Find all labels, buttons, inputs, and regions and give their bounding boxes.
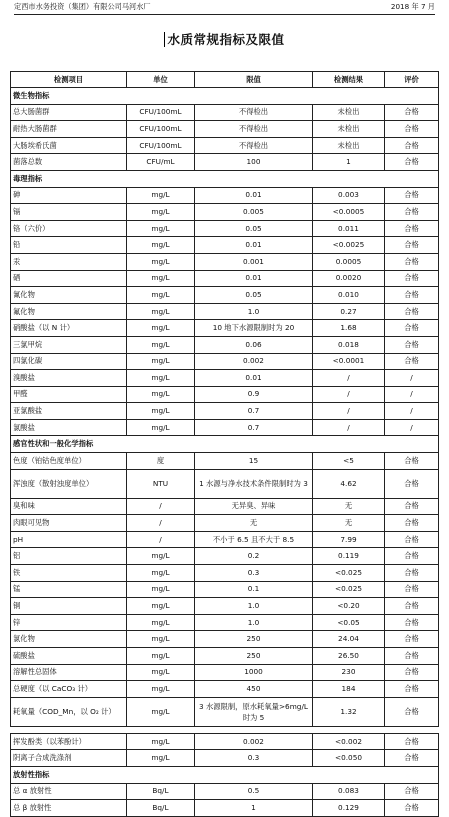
limit-cell: 0.01 [195, 370, 313, 387]
table-row [11, 137, 439, 154]
evaluation-cell: 合格 [385, 137, 439, 154]
limit-cell: 1 [195, 800, 313, 817]
unit-cell: mg/L [127, 370, 195, 387]
unit-cell: mg/L [127, 220, 195, 237]
limit-cell: 无 [195, 515, 313, 532]
result-cell: 0.018 [313, 336, 385, 353]
result-cell: 0.27 [313, 303, 385, 320]
table-row [11, 631, 439, 648]
evaluation-cell: 合格 [385, 187, 439, 204]
evaluation-cell: 合格 [385, 220, 439, 237]
evaluation-cell: 合格 [385, 270, 439, 287]
item-cell: 溴酸盐 [11, 370, 127, 387]
table-row [11, 287, 439, 304]
section-row [11, 88, 439, 105]
unit-cell: mg/L [127, 270, 195, 287]
result-cell: / [313, 370, 385, 387]
table-row [11, 469, 439, 498]
limit-cell: 无异臭、异味 [195, 498, 313, 515]
result-cell: 26.50 [313, 648, 385, 665]
evaluation-cell: 合格 [385, 733, 439, 750]
table-row [11, 614, 439, 631]
result-cell: 1.68 [313, 320, 385, 337]
limit-cell: 0.05 [195, 287, 313, 304]
unit-cell: mg/L [127, 750, 195, 767]
limit-cell: 0.002 [195, 353, 313, 370]
column-header: 限值 [195, 72, 313, 88]
limit-cell: 0.06 [195, 336, 313, 353]
item-cell: 四氯化碳 [11, 353, 127, 370]
item-cell: pH [11, 531, 127, 548]
item-cell: 镉 [11, 204, 127, 221]
table-row [11, 220, 439, 237]
result-cell: 0.129 [313, 800, 385, 817]
limit-cell: 0.7 [195, 419, 313, 436]
section-title: 放射性指标 [11, 766, 439, 783]
table-row [11, 681, 439, 698]
unit-cell: mg/L [127, 614, 195, 631]
item-cell: 总大肠菌群 [11, 104, 127, 121]
evaluation-cell: 合格 [385, 320, 439, 337]
column-header: 检测结果 [313, 72, 385, 88]
result-cell: 0.119 [313, 548, 385, 565]
result-cell: / [313, 419, 385, 436]
item-cell: 色度（铂钴色度单位） [11, 453, 127, 470]
item-cell: 氰化物 [11, 287, 127, 304]
table-row [11, 237, 439, 254]
evaluation-cell: / [385, 403, 439, 420]
item-cell: 臭和味 [11, 498, 127, 515]
unit-cell: mg/L [127, 253, 195, 270]
limit-cell: 250 [195, 648, 313, 665]
table-row [11, 386, 439, 403]
result-cell: 0.003 [313, 187, 385, 204]
result-cell: <0.0025 [313, 237, 385, 254]
table-row [11, 453, 439, 470]
result-cell: 0.010 [313, 287, 385, 304]
table-row [11, 121, 439, 138]
item-cell: 总 β 放射性 [11, 800, 127, 817]
unit-cell: mg/L [127, 548, 195, 565]
table-row [11, 515, 439, 532]
item-cell: 总 α 放射性 [11, 783, 127, 800]
table-row [11, 498, 439, 515]
evaluation-cell: 合格 [385, 237, 439, 254]
evaluation-cell: 合格 [385, 614, 439, 631]
limit-cell: 0.9 [195, 386, 313, 403]
table-row [11, 565, 439, 582]
result-cell: 24.04 [313, 631, 385, 648]
item-cell: 砷 [11, 187, 127, 204]
item-cell: 总硬度（以 CaCO₃ 计） [11, 681, 127, 698]
evaluation-cell: 合格 [385, 303, 439, 320]
unit-cell: CFU/mL [127, 154, 195, 171]
evaluation-cell: / [385, 419, 439, 436]
limit-cell: 不得检出 [195, 121, 313, 138]
unit-cell: mg/L [127, 664, 195, 681]
limit-cell: 0.01 [195, 187, 313, 204]
section-title: 微生物指标 [11, 88, 439, 105]
table-row [11, 548, 439, 565]
spacer-cell [11, 726, 439, 733]
item-cell: 肉眼可见物 [11, 515, 127, 532]
table-row [11, 733, 439, 750]
limit-cell: 1000 [195, 664, 313, 681]
unit-cell: mg/L [127, 733, 195, 750]
evaluation-cell: 合格 [385, 353, 439, 370]
unit-cell: mg/L [127, 419, 195, 436]
section-title: 毒理指标 [11, 170, 439, 187]
result-cell: 230 [313, 664, 385, 681]
unit-cell: / [127, 498, 195, 515]
table-row [11, 750, 439, 767]
table-row [11, 336, 439, 353]
item-cell: 汞 [11, 253, 127, 270]
result-cell: <0.0005 [313, 204, 385, 221]
unit-cell: mg/L [127, 336, 195, 353]
evaluation-cell: 合格 [385, 697, 439, 726]
unit-cell: mg/L [127, 598, 195, 615]
evaluation-cell: 合格 [385, 531, 439, 548]
table-row [11, 253, 439, 270]
item-cell: 大肠埃希氏菌 [11, 137, 127, 154]
result-cell: 4.62 [313, 469, 385, 498]
result-cell: 无 [313, 515, 385, 532]
evaluation-cell: 合格 [385, 204, 439, 221]
table-row [11, 598, 439, 615]
limit-cell: 0.3 [195, 565, 313, 582]
item-cell: 铜 [11, 598, 127, 615]
evaluation-cell: 合格 [385, 121, 439, 138]
unit-cell: mg/L [127, 403, 195, 420]
table-row [11, 303, 439, 320]
unit-cell: NTU [127, 469, 195, 498]
result-cell: <0.050 [313, 750, 385, 767]
item-cell: 锌 [11, 614, 127, 631]
unit-cell: mg/L [127, 581, 195, 598]
limit-cell: 0.001 [195, 253, 313, 270]
result-cell: 184 [313, 681, 385, 698]
item-cell: 三氯甲烷 [11, 336, 127, 353]
limit-cell: 3 水源限制，原水耗氧量>6mg/L 时为 5 [195, 697, 313, 726]
result-cell: 1 [313, 154, 385, 171]
unit-cell: CFU/100mL [127, 104, 195, 121]
item-cell: 锰 [11, 581, 127, 598]
limit-cell: 1.0 [195, 614, 313, 631]
result-cell: 7.99 [313, 531, 385, 548]
evaluation-cell: 合格 [385, 336, 439, 353]
result-cell: 未检出 [313, 121, 385, 138]
evaluation-cell: 合格 [385, 631, 439, 648]
evaluation-cell: 合格 [385, 287, 439, 304]
evaluation-cell: 合格 [385, 598, 439, 615]
result-cell: / [313, 386, 385, 403]
evaluation-cell: 合格 [385, 648, 439, 665]
column-header: 评价 [385, 72, 439, 88]
table-row [11, 204, 439, 221]
page-title-wrap [0, 30, 449, 48]
unit-cell: mg/L [127, 697, 195, 726]
limit-cell: 0.2 [195, 548, 313, 565]
unit-cell: Bq/L [127, 783, 195, 800]
unit-cell: mg/L [127, 681, 195, 698]
evaluation-cell: 合格 [385, 800, 439, 817]
evaluation-cell: 合格 [385, 253, 439, 270]
item-cell: 甲醛 [11, 386, 127, 403]
limit-cell: 不得检出 [195, 137, 313, 154]
evaluation-cell: 合格 [385, 681, 439, 698]
result-cell: <0.05 [313, 614, 385, 631]
item-cell: 硫酸盐 [11, 648, 127, 665]
evaluation-cell: 合格 [385, 565, 439, 582]
table-row [11, 370, 439, 387]
limit-cell: 0.1 [195, 581, 313, 598]
result-cell: <0.025 [313, 565, 385, 582]
evaluation-cell: 合格 [385, 783, 439, 800]
result-cell: 无 [313, 498, 385, 515]
table-row [11, 531, 439, 548]
unit-cell: mg/L [127, 287, 195, 304]
result-cell: 0.011 [313, 220, 385, 237]
unit-cell: CFU/100mL [127, 121, 195, 138]
item-cell: 铁 [11, 565, 127, 582]
result-cell: 0.083 [313, 783, 385, 800]
limit-cell: 450 [195, 681, 313, 698]
evaluation-cell: 合格 [385, 498, 439, 515]
evaluation-cell: 合格 [385, 154, 439, 171]
limit-cell: 1.0 [195, 598, 313, 615]
table-row [11, 419, 439, 436]
item-cell: 耐热大肠菌群 [11, 121, 127, 138]
table-row [11, 154, 439, 171]
table-row [11, 403, 439, 420]
limit-cell: 0.01 [195, 237, 313, 254]
unit-cell: mg/L [127, 303, 195, 320]
result-cell: <0.002 [313, 733, 385, 750]
unit-cell: / [127, 515, 195, 532]
item-cell: 氟化物 [11, 303, 127, 320]
table-body [11, 88, 439, 817]
unit-cell: mg/L [127, 320, 195, 337]
limit-cell: 0.5 [195, 783, 313, 800]
section-row [11, 766, 439, 783]
result-cell: 未检出 [313, 104, 385, 121]
unit-cell: mg/L [127, 237, 195, 254]
document-header [14, 2, 435, 15]
table-row [11, 697, 439, 726]
unit-cell: CFU/100mL [127, 137, 195, 154]
result-cell: <5 [313, 453, 385, 470]
limit-cell: 15 [195, 453, 313, 470]
limit-cell: 100 [195, 154, 313, 171]
limit-cell: 1 水源与净水技术条件限制时为 3 [195, 469, 313, 498]
unit-cell: 度 [127, 453, 195, 470]
limit-cell: 1.0 [195, 303, 313, 320]
item-cell: 硝酸盐（以 N 计） [11, 320, 127, 337]
unit-cell: mg/L [127, 386, 195, 403]
item-cell: 铅 [11, 237, 127, 254]
result-cell: <0.0001 [313, 353, 385, 370]
table-row [11, 104, 439, 121]
result-cell: <0.025 [313, 581, 385, 598]
page-title: 水质常规指标及限值 [167, 32, 285, 47]
limit-cell: 不得检出 [195, 104, 313, 121]
limit-cell: 不小于 6.5 且不大于 8.5 [195, 531, 313, 548]
table-row [11, 648, 439, 665]
limit-cell: 0.3 [195, 750, 313, 767]
table-row [11, 581, 439, 598]
item-cell: 菌落总数 [11, 154, 127, 171]
section-row [11, 436, 439, 453]
table-row [11, 270, 439, 287]
limit-cell: 250 [195, 631, 313, 648]
item-cell: 铝 [11, 548, 127, 565]
company-name: 定西市水务投资（集团）有限公司马河水厂 [14, 2, 151, 11]
item-cell: 铬（六价） [11, 220, 127, 237]
item-cell: 溶解性总固体 [11, 664, 127, 681]
evaluation-cell: / [385, 386, 439, 403]
item-cell: 阴离子合成洗涤剂 [11, 750, 127, 767]
column-header: 检测项目 [11, 72, 127, 88]
evaluation-cell: 合格 [385, 104, 439, 121]
limit-cell: 0.002 [195, 733, 313, 750]
result-cell: 0.0020 [313, 270, 385, 287]
result-cell: / [313, 403, 385, 420]
limit-cell: 10 地下水源限制时为 20 [195, 320, 313, 337]
table-row [11, 320, 439, 337]
result-cell: 未检出 [313, 137, 385, 154]
unit-cell: Bq/L [127, 800, 195, 817]
table-row [11, 664, 439, 681]
evaluation-cell: 合格 [385, 548, 439, 565]
item-cell: 氯酸盐 [11, 419, 127, 436]
evaluation-cell: 合格 [385, 515, 439, 532]
evaluation-cell: 合格 [385, 750, 439, 767]
column-header: 单位 [127, 72, 195, 88]
section-title: 感官性状和一般化学指标 [11, 436, 439, 453]
unit-cell: mg/L [127, 565, 195, 582]
result-cell: 0.0005 [313, 253, 385, 270]
unit-cell: mg/L [127, 648, 195, 665]
evaluation-cell: 合格 [385, 581, 439, 598]
report-date: 2018 年 7 月 [390, 2, 435, 11]
evaluation-cell: 合格 [385, 469, 439, 498]
text-cursor [164, 32, 165, 47]
limit-cell: 0.01 [195, 270, 313, 287]
evaluation-cell: / [385, 370, 439, 387]
table-row [11, 353, 439, 370]
table-row [11, 187, 439, 204]
limit-cell: 0.05 [195, 220, 313, 237]
table-row [11, 800, 439, 817]
evaluation-cell: 合格 [385, 453, 439, 470]
result-cell: 1.32 [313, 697, 385, 726]
result-cell: <0.20 [313, 598, 385, 615]
limit-cell: 0.005 [195, 204, 313, 221]
unit-cell: mg/L [127, 631, 195, 648]
table-header-row [11, 72, 439, 88]
limit-cell: 0.7 [195, 403, 313, 420]
section-row [11, 170, 439, 187]
item-cell: 挥发酚类（以苯酚计） [11, 733, 127, 750]
item-cell: 硒 [11, 270, 127, 287]
item-cell: 氯化物 [11, 631, 127, 648]
item-cell: 浑浊度（散射浊度单位） [11, 469, 127, 498]
item-cell: 耗氧量（COD_Mn，以 O₂ 计） [11, 697, 127, 726]
table-row [11, 783, 439, 800]
evaluation-cell: 合格 [385, 664, 439, 681]
unit-cell: / [127, 531, 195, 548]
unit-cell: mg/L [127, 187, 195, 204]
water-quality-table [10, 71, 439, 817]
item-cell: 亚氯酸盐 [11, 403, 127, 420]
unit-cell: mg/L [127, 204, 195, 221]
unit-cell: mg/L [127, 353, 195, 370]
table-spacer-row [11, 726, 439, 733]
